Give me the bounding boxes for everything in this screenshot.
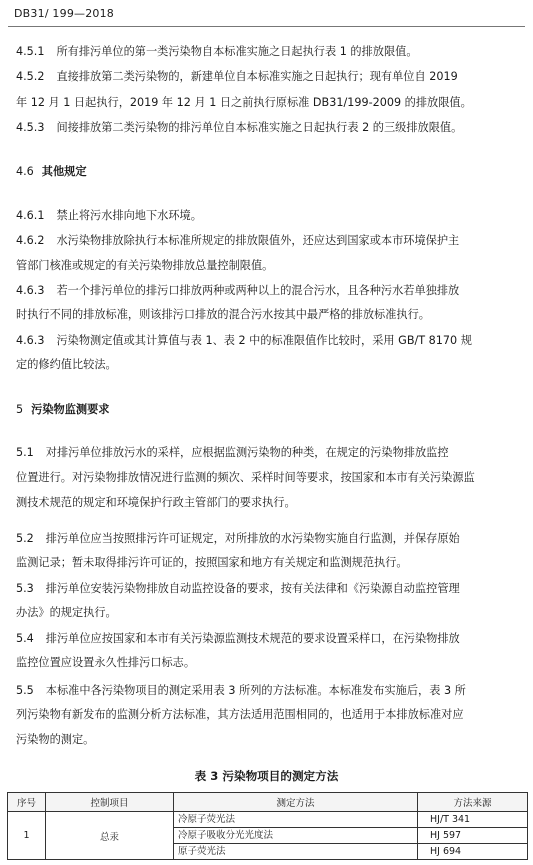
clause-4-5-2 bbox=[16, 70, 458, 84]
clause-text: 排污单位应按国家和本市有关污染源监测技术规范的要求设置采样口，在污染物排放 bbox=[45, 632, 460, 645]
section-number: 4.6 bbox=[16, 165, 34, 178]
column-header-item: 控制项目 bbox=[46, 793, 174, 812]
section-heading-5 bbox=[16, 403, 109, 417]
clause-number: 5.2 bbox=[16, 532, 34, 545]
column-header-method: 测定方法 bbox=[174, 793, 418, 812]
clause-text: 监控位置应设置永久性排污口标志。 bbox=[16, 656, 196, 669]
clause-4-6-2 bbox=[16, 234, 459, 248]
clause-5-3-cont bbox=[16, 606, 117, 620]
clause-text: 监测记录；暂未取得排污许可证的，按照国家和地方有关规定和监测规范执行。 bbox=[16, 556, 408, 569]
clause-text: 直接排放第二类污染物的，新建单位自本标准实施之日起执行；现有单位自 2019 bbox=[56, 70, 458, 83]
section-heading-4-6 bbox=[16, 165, 87, 179]
clause-4-6-3 bbox=[16, 284, 459, 298]
clause-number: 4.6.1 bbox=[16, 209, 45, 222]
clause-5-4-cont bbox=[16, 656, 195, 670]
clause-text: 办法》的规定执行。 bbox=[16, 606, 117, 619]
clause-text: 若一个排污单位的排污口排放两种或两种以上的混合污水，且各种污水若单独排放 bbox=[56, 284, 460, 297]
clause-number: 5.3 bbox=[16, 582, 34, 595]
clause-5-5-cont-2 bbox=[16, 733, 94, 747]
clause-5-1-cont-2 bbox=[16, 496, 296, 510]
clause-text: 时执行不同的排放标准，则该排污口排放的混合污水按其中最严格的排放标准执行。 bbox=[16, 308, 430, 321]
row-method: 冷原子荧光法 bbox=[174, 812, 418, 828]
clause-text: 所有排污单位的第一类污染物自本标准实施之日起执行表 1 的排放限值。 bbox=[56, 45, 418, 58]
clause-number: 4.6.3 bbox=[16, 334, 45, 347]
row-source: HJ 694 bbox=[418, 844, 528, 860]
clause-text: 列污染物有新发布的监测分析方法标准，其方法适用范围相同的，也适用于本排放标准对应 bbox=[16, 708, 464, 721]
clause-number: 4.5.3 bbox=[16, 121, 45, 134]
clause-4-6-3b bbox=[16, 334, 472, 348]
clause-text: 位置进行。对污染物排放情况进行监测的频次、采样时间等要求，按国家和本市有关污染源监 bbox=[16, 471, 475, 484]
row-method: 原子荧光法 bbox=[174, 844, 418, 860]
clause-5-2-cont bbox=[16, 556, 408, 570]
table-row bbox=[8, 812, 528, 828]
clause-4-6-3b-cont bbox=[16, 358, 117, 372]
clause-text: 水污染物排放除执行本标准所规定的排放限值外，还应达到国家或本市环境保护主 bbox=[56, 234, 460, 247]
clause-text: 禁止将污水排向地下水环境。 bbox=[56, 209, 202, 222]
clause-number: 4.6.3 bbox=[16, 284, 45, 297]
row-item: 总汞 bbox=[46, 812, 174, 860]
clause-number: 5.4 bbox=[16, 632, 34, 645]
clause-4-6-2-cont bbox=[16, 259, 273, 273]
clause-5-3 bbox=[16, 582, 460, 596]
clause-text: 测技术规范的规定和环境保护行政主管部门的要求执行。 bbox=[16, 496, 296, 509]
section-number: 5 bbox=[16, 403, 24, 416]
clause-4-6-3-cont bbox=[16, 308, 430, 322]
column-header-source: 方法来源 bbox=[418, 793, 528, 812]
clause-4-5-2-cont bbox=[16, 96, 472, 110]
clause-text: 年 12 月 1 日起执行，2019 年 12 月 1 日之前执行原标准 DB31/199-2009 的排放限值。 bbox=[16, 96, 472, 109]
clause-text: 本标准中各污染物项目的测定采用表 3 所列的方法标准。本标准发布实施后，表 3 所 bbox=[45, 684, 466, 697]
clause-5-1-cont-1 bbox=[16, 471, 475, 485]
clause-number: 5.1 bbox=[16, 446, 34, 459]
clause-number: 4.5.2 bbox=[16, 70, 45, 83]
clause-text: 管部门核准或规定的有关污染物排放总量控制限值。 bbox=[16, 259, 274, 272]
section-title: 其他规定 bbox=[41, 165, 87, 178]
clause-text: 间接排放第二类污染物的排污单位自本标准实施之日起执行表 2 的三级排放限值。 bbox=[56, 121, 463, 134]
clause-5-5-cont-1 bbox=[16, 708, 464, 722]
table-header-row bbox=[8, 793, 528, 812]
clause-number: 4.5.1 bbox=[16, 45, 45, 58]
header-rule bbox=[8, 26, 525, 27]
clause-4-6-1 bbox=[16, 209, 202, 223]
clause-number: 4.6.2 bbox=[16, 234, 45, 247]
document-header: DB31/ 199—2018 bbox=[14, 7, 115, 20]
section-title: 污染物监测要求 bbox=[31, 403, 110, 416]
clause-5-2 bbox=[16, 532, 460, 546]
row-source: HJ 597 bbox=[418, 828, 528, 844]
clause-5-4 bbox=[16, 632, 460, 646]
clause-text: 排污单位应当按照排污许可证规定，对所排放的水污染物实施自行监测，并保存原始 bbox=[45, 532, 460, 545]
column-header-index: 序号 bbox=[8, 793, 46, 812]
clause-text: 定的修约值比较法。 bbox=[16, 358, 117, 371]
row-method: 冷原子吸收分光光度法 bbox=[174, 828, 418, 844]
clause-text: 污染物的测定。 bbox=[16, 733, 95, 746]
table-caption: 表 3 污染物项目的测定方法 bbox=[194, 769, 339, 783]
clause-4-5-1 bbox=[16, 45, 418, 59]
clause-5-5 bbox=[16, 684, 466, 698]
row-index: 1 bbox=[8, 812, 46, 860]
clause-4-5-3 bbox=[16, 121, 462, 135]
clause-number: 5.5 bbox=[16, 684, 34, 697]
methods-table bbox=[7, 792, 528, 860]
row-source: HJ/T 341 bbox=[418, 812, 528, 828]
clause-text: 污染物测定值或其计算值与表 1、表 2 中的标准限值作比较时，采用 GB/T 8170 规 bbox=[56, 334, 472, 347]
clause-text: 对排污单位排放污水的采样，应根据监测污染物的种类，在规定的污染物排放监控 bbox=[45, 446, 449, 459]
clause-5-1 bbox=[16, 446, 449, 460]
clause-text: 排污单位安装污染物排放自动监控设备的要求，按有关法律和《污染源自动监控管理 bbox=[45, 582, 460, 595]
